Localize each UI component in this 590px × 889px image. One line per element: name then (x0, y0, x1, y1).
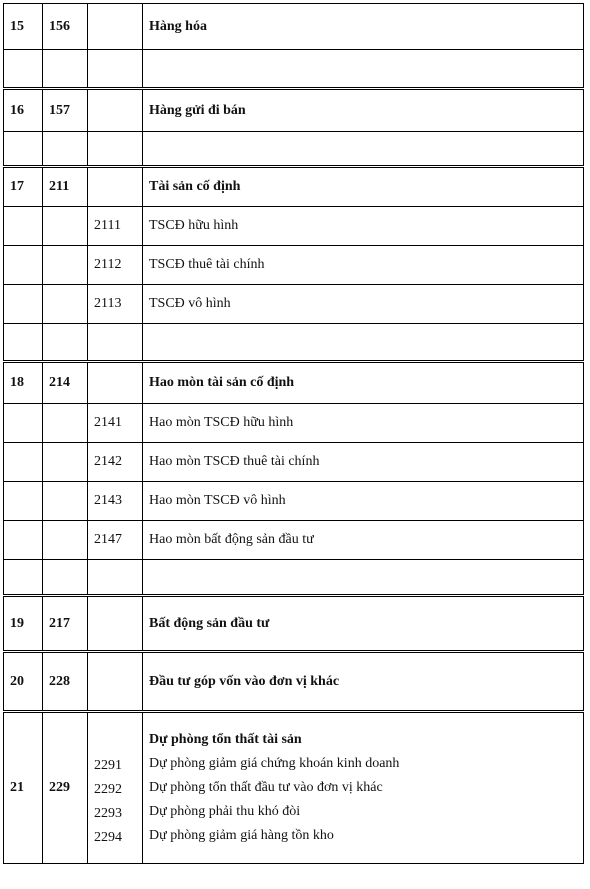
subaccount-code: 2291 (94, 758, 122, 773)
subaccount-code-cell (88, 560, 143, 596)
subaccount-code-cell: 2111 (88, 207, 143, 246)
account-number-cell (4, 560, 43, 596)
subaccount-name: Dự phòng giảm giá chứng khoán kinh doanh (149, 756, 400, 771)
account-code-cell: 228 (43, 652, 88, 712)
account-name-cell: TSCĐ thuê tài chính (143, 246, 584, 285)
account-name-cell: Hao mòn TSCĐ thuê tài chính (143, 443, 584, 482)
table-row (4, 404, 584, 443)
table-row (4, 596, 584, 652)
account-code-cell: 211 (43, 167, 88, 207)
account-number-cell: 16 (4, 89, 43, 132)
account-code-cell (43, 324, 88, 362)
account-name-cell: Đầu tư góp vốn vào đơn vị khác (143, 652, 584, 712)
account-title: Dự phòng tổn thất tài sản (149, 732, 302, 747)
table-row (4, 652, 584, 712)
account-code-cell (43, 404, 88, 443)
table-row (4, 246, 584, 285)
account-code-cell (43, 50, 88, 89)
table-row (4, 132, 584, 167)
subaccount-code-cell (88, 167, 143, 207)
account-name-cell: TSCĐ hữu hình (143, 207, 584, 246)
account-code-cell: 214 (43, 362, 88, 404)
account-number-cell (4, 207, 43, 246)
subaccount-code-cell (88, 50, 143, 89)
account-name-cell: Bất động sản đầu tư (143, 596, 584, 652)
subaccount-code-cell (88, 712, 143, 864)
account-name-cell: Hao mòn tài sản cố định (143, 362, 584, 404)
account-number-cell (4, 285, 43, 324)
table-row (4, 207, 584, 246)
account-name-cell: Tài sản cố định (143, 167, 584, 207)
account-code-cell (43, 246, 88, 285)
subaccount-code-cell (88, 652, 143, 712)
account-number-cell (4, 404, 43, 443)
account-name-cell: Hàng hóa (143, 4, 584, 50)
subaccount-code-cell: 2143 (88, 482, 143, 521)
account-number-cell (4, 443, 43, 482)
account-number-cell (4, 521, 43, 560)
account-table (3, 3, 584, 864)
table-row (4, 482, 584, 521)
subaccount-code-cell: 2147 (88, 521, 143, 560)
subaccount-code-cell: 2142 (88, 443, 143, 482)
account-name-cell (143, 50, 584, 89)
subaccount-code-cell (88, 324, 143, 362)
account-number-cell (4, 482, 43, 521)
account-name-cell: Hao mòn bất động sản đầu tư (143, 521, 584, 560)
table-row (4, 89, 584, 132)
account-name-cell: Hàng gửi đi bán (143, 89, 584, 132)
account-code-cell: 217 (43, 596, 88, 652)
account-name-cell (143, 712, 584, 864)
account-number-cell (4, 246, 43, 285)
subaccount-code-cell (88, 4, 143, 50)
account-number-cell: 19 (4, 596, 43, 652)
account-name-cell (143, 132, 584, 167)
subaccount-code: 2292 (94, 782, 122, 797)
account-number-cell (4, 132, 43, 167)
table-row (4, 285, 584, 324)
table-row (4, 443, 584, 482)
account-table-body (4, 4, 584, 864)
account-code-cell (43, 560, 88, 596)
account-number-cell: 17 (4, 167, 43, 207)
account-number-cell (4, 324, 43, 362)
subaccount-name: Dự phòng phải thu khó đòi (149, 804, 301, 819)
subaccount-code-cell: 2113 (88, 285, 143, 324)
account-code-cell (43, 521, 88, 560)
account-number-cell (4, 50, 43, 89)
account-code-cell: 156 (43, 4, 88, 50)
account-code-cell (43, 207, 88, 246)
account-number-cell: 15 (4, 4, 43, 50)
subaccount-name: Dự phòng giảm giá hàng tồn kho (149, 828, 334, 843)
subaccount-name: Dự phòng tổn thất đầu tư vào đơn vị khác (149, 780, 383, 795)
account-number-cell: 18 (4, 362, 43, 404)
table-row (4, 560, 584, 596)
account-code-cell: 157 (43, 89, 88, 132)
account-code-cell (43, 482, 88, 521)
account-name-cell: TSCĐ vô hình (143, 285, 584, 324)
account-number-cell: 21 (4, 712, 43, 864)
subaccount-code-cell: 2112 (88, 246, 143, 285)
account-code-cell (43, 285, 88, 324)
account-number-cell: 20 (4, 652, 43, 712)
table-row (4, 4, 584, 50)
subaccount-code: 2294 (94, 830, 122, 845)
table-row (4, 167, 584, 207)
subaccount-code-cell (88, 89, 143, 132)
account-code-cell (43, 132, 88, 167)
table-row (4, 50, 584, 89)
subaccount-code: 2293 (94, 806, 122, 821)
subaccount-code-cell (88, 362, 143, 404)
account-code-cell: 229 (43, 712, 88, 864)
table-row (4, 712, 584, 864)
account-name-cell (143, 560, 584, 596)
table-row (4, 521, 584, 560)
table-row (4, 324, 584, 362)
subaccount-code-cell (88, 596, 143, 652)
account-name-cell: Hao mòn TSCĐ hữu hình (143, 404, 584, 443)
subaccount-code-cell: 2141 (88, 404, 143, 443)
account-code-cell (43, 443, 88, 482)
subaccount-code-cell (88, 132, 143, 167)
table-row (4, 362, 584, 404)
account-name-cell (143, 324, 584, 362)
account-name-cell: Hao mòn TSCĐ vô hình (143, 482, 584, 521)
